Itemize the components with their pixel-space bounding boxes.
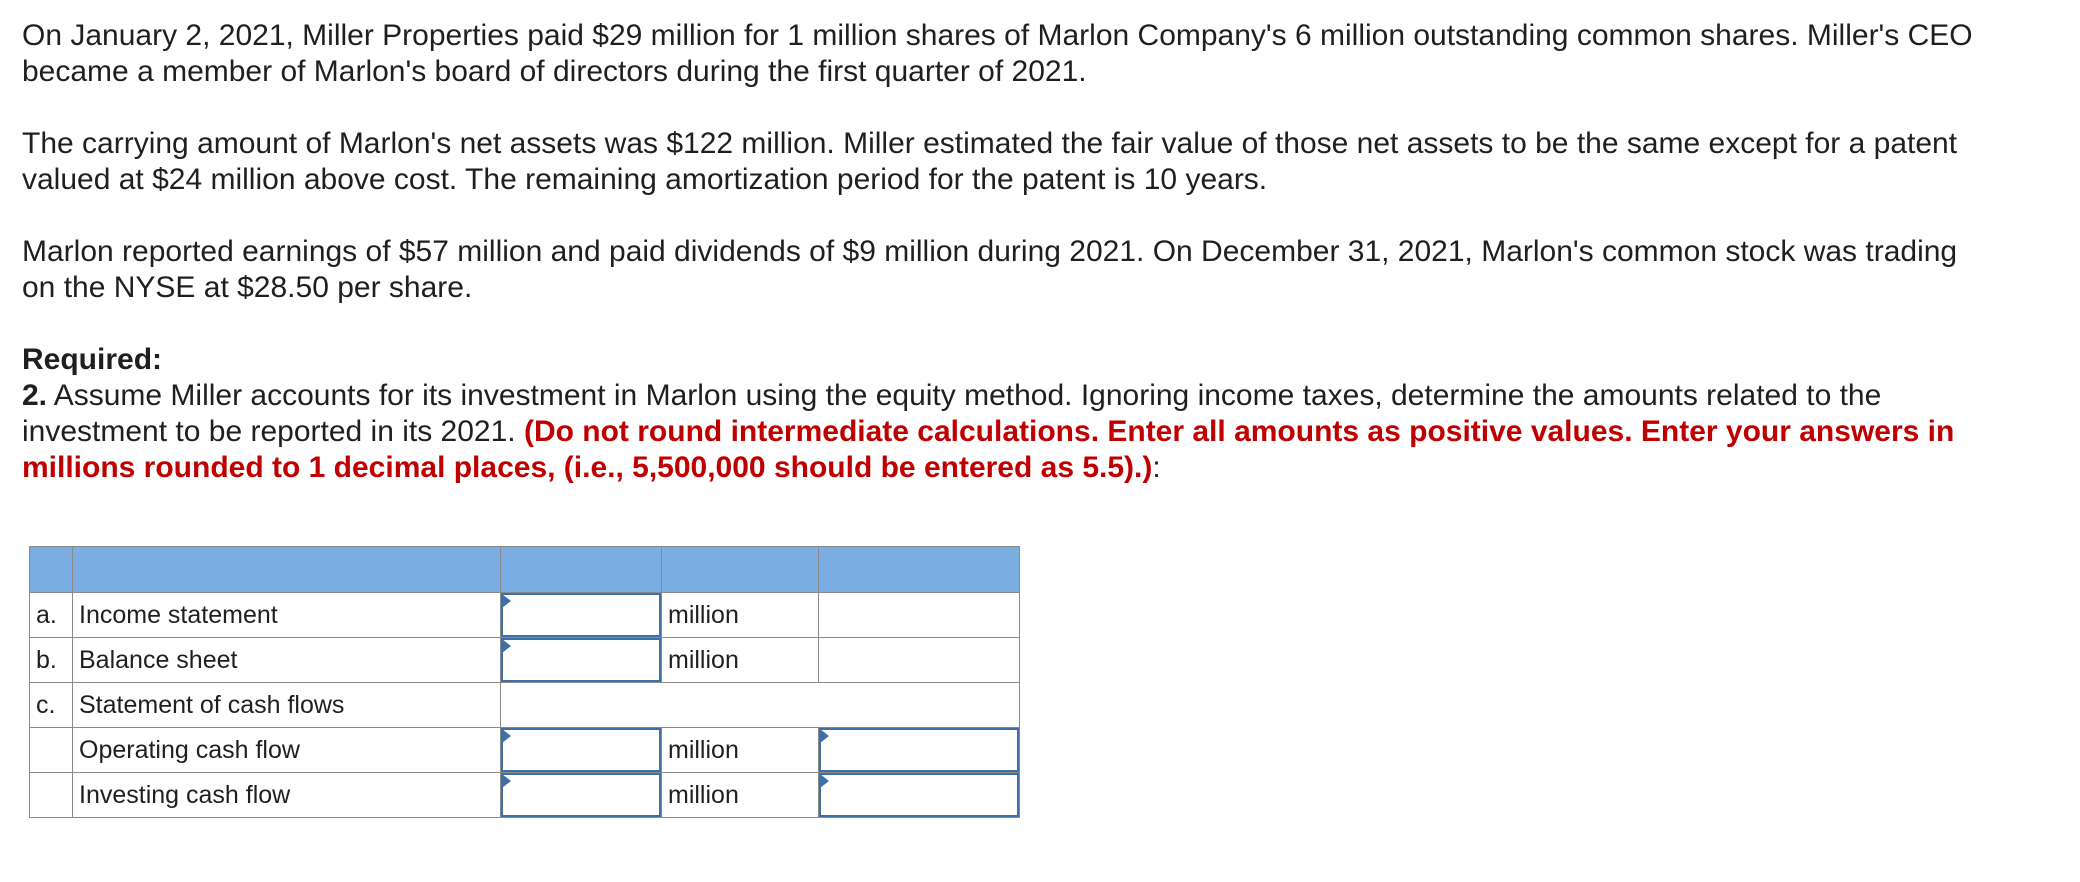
income-statement-input[interactable] — [501, 593, 661, 637]
question — [22, 378, 1982, 486]
header-cell — [819, 547, 1020, 593]
header-cell — [30, 547, 73, 593]
investing-cash-flow-input[interactable] — [501, 773, 661, 817]
net-assets-paragraph: The carrying amount of Marlon's net assets was $122 million. Miller estimated the fair value of those net assets to be the same except for a patent valued at $24 million above cost. The remaining amortization period for the patent is 10 years. — [22, 127, 1958, 196]
row-label: Statement of cash flows — [73, 683, 501, 728]
intro-paragraph: On January 2, 2021, Miller Properties paid $29 million for 1 million shares of Marlon Company's 6 million outstanding common shares. Miller's CEO became a member of Marlon's board of directors during the first quarter of 2021. — [22, 19, 1973, 88]
input-cell — [819, 773, 1020, 818]
row-label: Operating cash flow — [73, 728, 501, 773]
unit-label: million — [662, 638, 819, 683]
problem-text — [22, 18, 1982, 486]
row-label: Balance sheet — [73, 638, 501, 683]
investing-cash-flow-direction-input[interactable] — [819, 773, 1019, 817]
input-cell — [819, 728, 1020, 773]
header-cell — [73, 547, 501, 593]
row-label: Investing cash flow — [73, 773, 501, 818]
row-letter: a. — [30, 593, 73, 638]
row-letter — [30, 728, 73, 773]
unit-label: million — [662, 773, 819, 818]
header-cell — [501, 547, 662, 593]
table-header-row — [30, 547, 1020, 593]
input-cell — [501, 593, 662, 638]
question-number: 2. — [22, 379, 48, 412]
answer-table — [29, 546, 1020, 818]
question-text: Assume Miller accounts for its investment in Marlon using the equity method. Ignoring income taxes, determine the amounts related to the investment to be reported in its 2021. — [22, 379, 1882, 448]
row-letter — [30, 773, 73, 818]
empty-cell — [819, 638, 1020, 683]
required-label: Required: — [22, 343, 163, 376]
row-letter: b. — [30, 638, 73, 683]
empty-cell — [501, 683, 1020, 728]
unit-label: million — [662, 728, 819, 773]
earnings-paragraph: Marlon reported earnings of $57 million and paid dividends of $9 million during 2021. On December 31, 2021, Marlon's common stock was trading on the NYSE at $28.50 per share. — [22, 235, 1958, 304]
input-cell — [501, 638, 662, 683]
table-row-income-statement — [30, 593, 1020, 638]
input-cell — [501, 728, 662, 773]
row-letter: c. — [30, 683, 73, 728]
table-row-investing-cash-flow — [30, 773, 1020, 818]
row-label: Income statement — [73, 593, 501, 638]
empty-cell — [819, 593, 1020, 638]
table-row-operating-cash-flow — [30, 728, 1020, 773]
trailing-colon: : — [1152, 451, 1161, 484]
header-cell — [662, 547, 819, 593]
operating-cash-flow-input[interactable] — [501, 728, 661, 772]
operating-cash-flow-direction-input[interactable] — [819, 728, 1019, 772]
required-section — [22, 342, 1982, 486]
table-row-balance-sheet — [30, 638, 1020, 683]
input-cell — [501, 773, 662, 818]
balance-sheet-input[interactable] — [501, 638, 661, 682]
table-row-statement-of-cash-flows — [30, 683, 1020, 728]
unit-label: million — [662, 593, 819, 638]
instruction-text: (Do not round intermediate calculations. Enter all amounts as positive values. Enter your answers in millions rounded to 1 decimal places, (i.e., 5,500,000 should be entered as 5.5).) — [22, 415, 1955, 484]
